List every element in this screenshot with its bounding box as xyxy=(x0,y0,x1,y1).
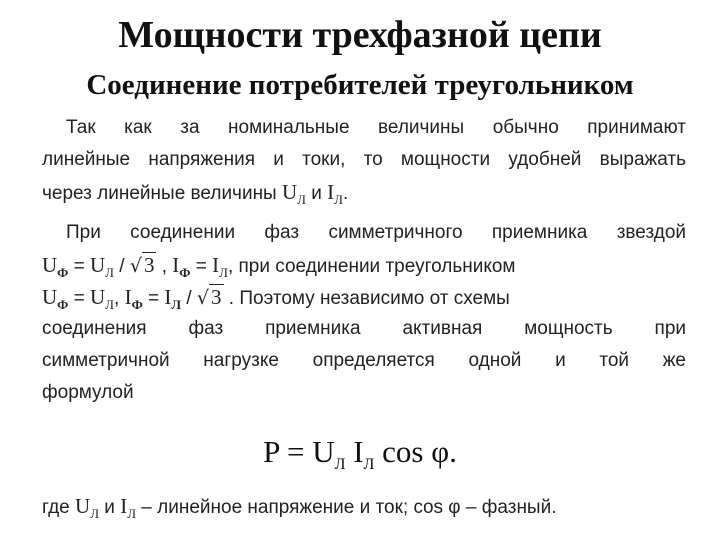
paragraph-linear-quantities xyxy=(42,112,686,208)
subscript-l: Л xyxy=(363,456,375,473)
symbol-u: U xyxy=(282,180,298,204)
subscript-f: Ф xyxy=(57,265,69,280)
paragraph-2-line-2 xyxy=(42,249,686,281)
paragraph-star-delta xyxy=(42,217,686,409)
subscript-l: Л xyxy=(334,192,343,207)
subscript-f: Ф xyxy=(179,265,191,280)
symbol-u: U xyxy=(90,285,106,309)
symbol-i: I xyxy=(353,434,364,469)
text-fragment: и xyxy=(99,497,121,518)
subscript-l: Л xyxy=(219,265,228,280)
paragraph-1-line-1: Так как за номинальные величины обычно принимают xyxy=(66,117,686,138)
symbol-u: U xyxy=(42,285,58,309)
subscript-l: Л xyxy=(105,297,114,312)
radicand: 3 xyxy=(143,253,155,277)
formula-dot: . xyxy=(449,434,457,469)
page-title: Мощности трехфазной цепи xyxy=(118,14,602,56)
text-fragment: , при соединении треугольником xyxy=(227,256,516,277)
sqrt-icon: √ xyxy=(129,255,142,277)
symbol-u: U xyxy=(312,434,335,469)
symbol-i: I xyxy=(164,285,172,309)
paragraph-1-line-3 xyxy=(42,176,686,208)
paragraph-1-line-2: линейные напряжения и токи, то мощности удобней выражать xyxy=(42,149,686,170)
subscript-l: Л xyxy=(297,192,306,207)
subscript-l: Л xyxy=(334,456,346,473)
subscript-l: Л xyxy=(127,506,137,521)
text-fragment: = xyxy=(142,288,165,309)
subscript-l: Л xyxy=(171,297,182,312)
paragraph-2-line-3 xyxy=(42,281,686,313)
subscript-f: Ф xyxy=(57,297,69,312)
cos-phi: cos φ xyxy=(382,434,450,469)
text-fragment: / xyxy=(181,288,197,309)
symbol-i: I xyxy=(172,253,180,277)
symbol-i: I xyxy=(212,253,220,277)
symbol-i: I xyxy=(327,180,335,204)
text-fragment: = xyxy=(190,256,213,277)
subscript-l: Л xyxy=(105,265,114,280)
symbol-u: U xyxy=(42,253,58,277)
power-formula xyxy=(0,432,720,478)
paragraph-2-line-1: При соединении фаз симметричного приемника звездой xyxy=(66,222,686,243)
symbol-u: U xyxy=(90,253,106,277)
equals-sign: = xyxy=(279,434,313,469)
text-fragment: = xyxy=(68,256,90,277)
paragraph-2-line-5: симметричной нагрузке определяется одной и той же xyxy=(42,350,686,371)
text-fragment: . xyxy=(343,183,349,204)
subscript-l: Л xyxy=(90,506,100,521)
page-subtitle: Соединение потребителей треугольником xyxy=(86,69,634,101)
symbol-p: P xyxy=(263,434,280,469)
symbol-i: I xyxy=(120,494,128,518)
text-fragment: , xyxy=(156,256,173,277)
text-fragment: , xyxy=(114,288,125,309)
sqrt-icon: √ xyxy=(196,287,210,309)
formula-legend xyxy=(42,490,686,525)
symbol-u: U xyxy=(75,494,91,518)
text-fragment: через линейные величины xyxy=(42,183,282,204)
text-fragment: / xyxy=(114,256,130,277)
text-fragment: и xyxy=(306,183,328,204)
subscript-f: Ф xyxy=(131,297,143,312)
paragraph-2-line-4: соединения фаз приемника активная мощность при xyxy=(42,318,686,339)
text-fragment: . Поэтому независимо от схемы xyxy=(223,288,510,309)
radicand: 3 xyxy=(211,285,222,309)
symbol-i: I xyxy=(124,285,132,309)
text-fragment: = xyxy=(68,288,90,309)
text-fragment: – линейное напряжение и ток; cos φ – фазный. xyxy=(136,497,557,518)
paragraph-2-line-6: формулой xyxy=(42,382,134,403)
text-fragment: где xyxy=(42,497,76,518)
